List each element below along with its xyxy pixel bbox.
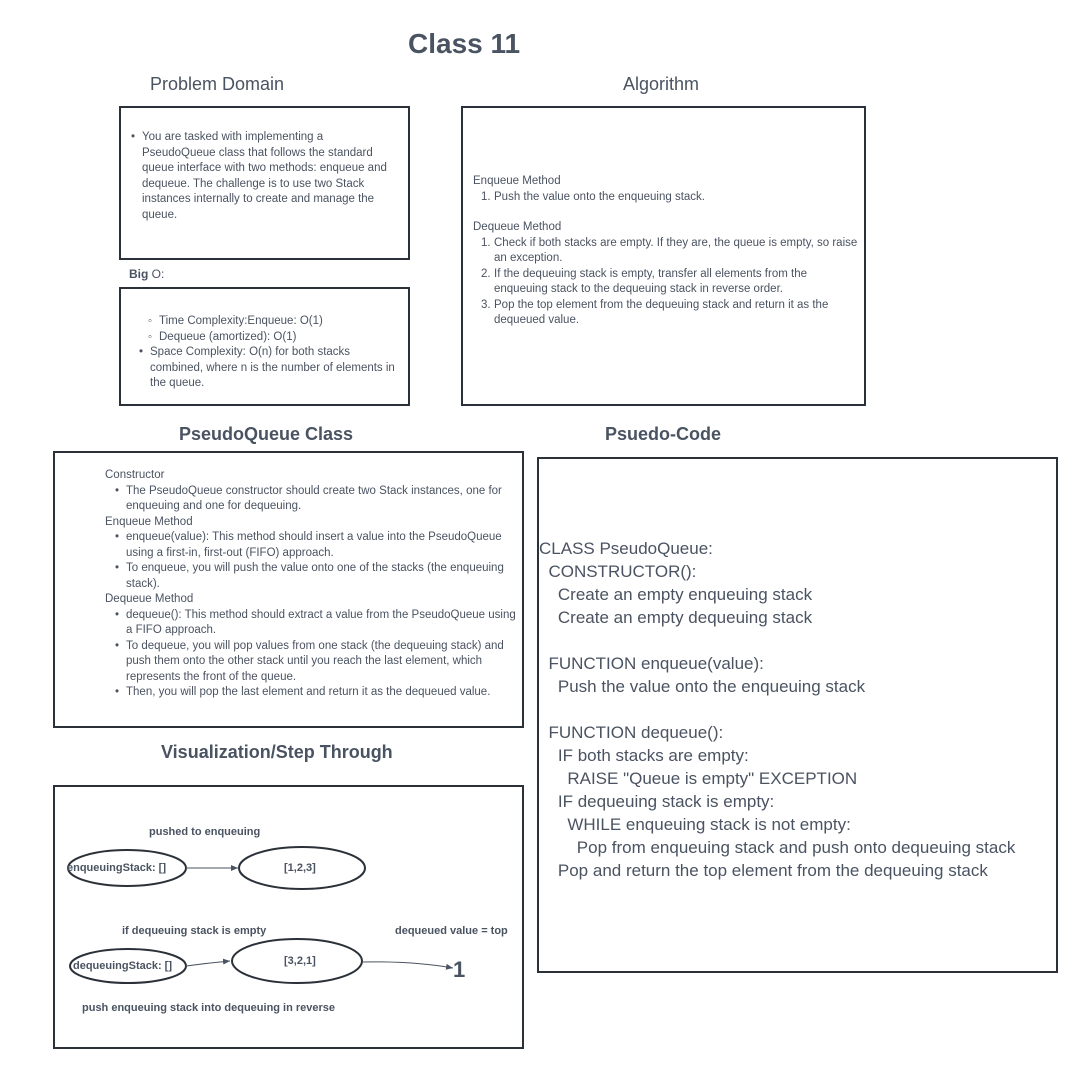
dequeuing-stack-label: dequeuingStack: [] [73,960,173,972]
pseudo-code-line: IF both stacks are empty: [539,746,749,765]
algorithm-step [473,236,858,267]
problem-domain-box [119,106,410,260]
problem-domain-heading: Problem Domain [150,74,285,94]
pseudo-code-line: Pop and return the top element from the dequeuing stack [539,861,988,880]
pseudo-code-line: FUNCTION dequeue(): [539,723,724,742]
pseudoqueue-class-box [53,451,524,728]
push-reverse-label: push enqueuing stack into dequeuing in reverse [82,1002,336,1014]
list-item: • To enqueue, you will push the value onto one of the stacks (the enqueuing stack). [105,561,517,592]
list-item: • Then, you will pop the last element and return it as the dequeued value. [105,685,517,701]
pseudo-code-box [537,457,1058,973]
enqueuing-stack-label: enqueuingStack: [] [67,862,167,874]
big-o-time: ◦ Time Complexity:Enqueue: O(1) [121,314,406,330]
pseudo-code-line: CONSTRUCTOR(): [539,562,697,581]
step-text: If the dequeuing stack is empty, transfer all elements from the enqueuing stack to the dequeuing stack in reverse order. [494,267,807,295]
algorithm-enqueue-steps [473,190,858,206]
pq-enqueue-items [105,530,517,592]
page-title: Class 11 [408,28,521,59]
algorithm-box [461,106,866,406]
algorithm-step [473,298,858,329]
pseudo-code-line: Create an empty enqueuing stack [539,585,813,604]
problem-domain-text: • You are tasked with implementing a PseudoQueue class that follows the standard queue interface with two methods: enqueue and dequeue. The challenge is to use two Stack instances internally to create and manage the queue. [121,130,391,223]
dequeue-result-label: [3,2,1] [284,955,316,967]
pseudo-code-line [539,698,1015,721]
pseudo-code-line: IF dequeuing stack is empty: [539,792,775,811]
pseudo-code-block [539,537,1015,882]
pq-dequeue-items [105,608,517,701]
list-item: • dequeue(): This method should extract a value from the PseudoQueue using a FIFO approach. [105,608,517,639]
pseudo-code-line: Create an empty dequeuing stack [539,608,813,627]
big-o-label-bold: Big [129,267,149,281]
step-number: 2. [481,267,491,280]
big-o-space: • Space Complexity: O(n) for both stacks combined, where n is the number of elements in the queue. [129,345,399,392]
algorithm-step [473,190,858,206]
step-text: Push the value onto the enqueuing stack. [494,190,705,203]
step-text: Pop the top element from the dequeuing stack and return it as the dequeued value. [494,298,829,326]
list-item: • enqueue(value): This method should insert a value into the PseudoQueue using a first-in, first-out (FIFO) approach. [105,530,517,561]
pq-constructor-title: Constructor [105,469,165,481]
pseudo-code-line: Pop from enqueuing stack and push onto dequeuing stack [539,838,1016,857]
enqueue-result-label: [1,2,3] [284,862,316,874]
step-number: 1. [481,236,491,249]
pq-dequeue-title: Dequeue Method [105,593,194,605]
visualization-heading: Visualization/Step Through [161,742,393,762]
big-o-box [119,287,410,406]
step-text: Check if both stacks are empty. If they are, the queue is empty, so raise an exception. [494,236,858,264]
step-number: 3. [481,298,491,311]
pseudo-code-line: Push the value onto the enqueuing stack [539,677,866,696]
pq-constructor-items [105,484,517,515]
big-o-label [129,267,164,283]
if-dequeuing-empty-label: if dequeuing stack is empty [122,925,267,937]
pseudo-code-line: FUNCTION enqueue(value): [539,654,764,673]
algorithm-enqueue-title: Enqueue Method [473,175,561,187]
algorithm-dequeue-title: Dequeue Method [473,221,562,233]
algorithm-heading: Algorithm [623,74,700,94]
list-item: • To dequeue, you will pop values from one stack (the dequeuing stack) and push them onto the other stack until you reach the last element, which represents the front of the queue. [105,639,517,686]
pseudo-code-line: RAISE "Queue is empty" EXCEPTION [539,769,858,788]
step-number: 1. [481,190,491,203]
dequeued-value-label: dequeued value = top [395,925,508,937]
pseudo-code-heading: Psuedo-Code [605,424,722,444]
pushed-to-enqueuing-label: pushed to enqueuing [149,826,261,838]
big-o-dequeue: ◦ Dequeue (amortized): O(1) [121,330,406,346]
dequeued-value: 1 [453,957,466,982]
visualization-box [53,785,524,1049]
transfer-arrow [186,961,230,966]
algorithm-step [473,267,858,298]
pseudoqueue-class-heading: PseudoQueue Class [179,424,354,444]
pseudo-code-line: CLASS PseudoQueue: [539,539,713,558]
pq-enqueue-title: Enqueue Method [105,515,193,528]
pseudo-code-line [539,629,1015,652]
pseudo-code-line: WHILE enqueuing stack is not empty: [539,815,851,834]
list-item: • The PseudoQueue constructor should create two Stack instances, one for enqueuing and one for dequeuing. [105,484,517,515]
big-o-label-rest: O: [148,267,165,281]
algorithm-dequeue-steps [473,236,858,329]
dequeue-arrow [362,962,453,968]
